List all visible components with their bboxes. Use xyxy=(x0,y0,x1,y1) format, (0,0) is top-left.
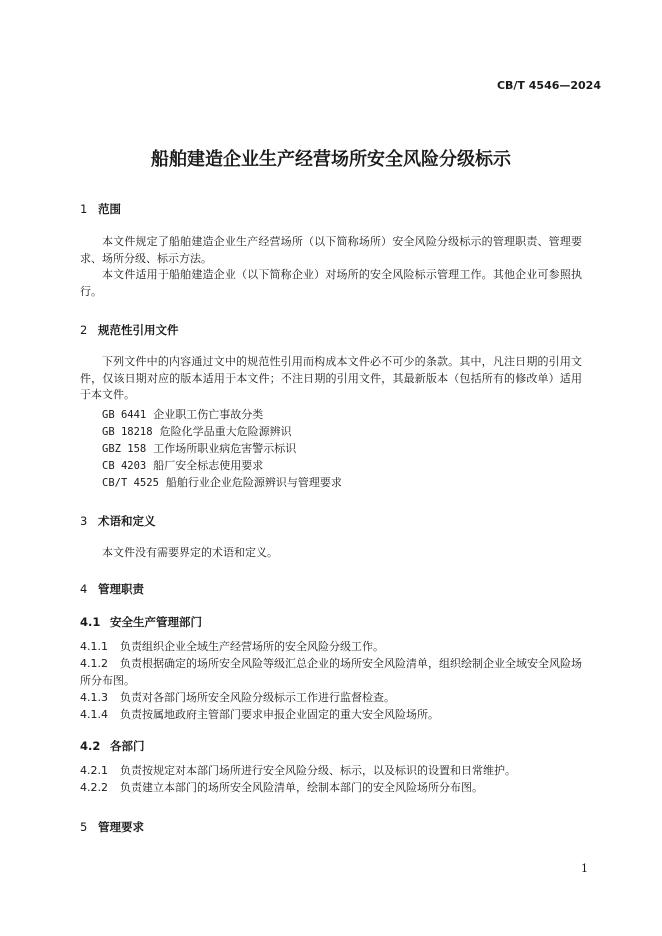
paragraph: 本文件规定了船舶建造企业生产经营场所（以下简称场所）安全风险分级标示的管理职责、管理要求、场所分级、标示方法。 xyxy=(80,235,582,265)
reference-title: 危险化学品重大危险源辨识 xyxy=(159,425,292,438)
clause-number: 4.1.2 xyxy=(80,657,108,670)
section-number: 5 xyxy=(80,820,88,834)
clause-number: 4.2.2 xyxy=(80,781,108,794)
section-title: 规范性引用文件 xyxy=(98,323,179,337)
reference-title: 工作场所职业病危害警示标识 xyxy=(153,442,297,455)
clause xyxy=(80,639,582,656)
section-4-heading xyxy=(80,581,144,597)
clause xyxy=(80,780,582,797)
section-title: 管理职责 xyxy=(98,582,144,596)
reference-title: 船舶行业企业危险源辨识与管理要求 xyxy=(165,476,342,489)
paragraph: 本文件适用于船舶建造企业（以下简称企业）对场所的安全风险标示管理工作。其他企业可参照执行。 xyxy=(80,268,582,298)
section-title: 管理要求 xyxy=(98,820,144,834)
clause xyxy=(80,763,582,780)
reference-item xyxy=(102,474,342,490)
section-5-heading xyxy=(80,819,144,835)
section-number: 2 xyxy=(80,323,88,337)
clause-number: 4.1.3 xyxy=(80,691,108,704)
section-number: 3 xyxy=(80,514,88,528)
standard-code: CB/T 4546—2024 xyxy=(496,79,601,92)
page-number: 1 xyxy=(581,862,588,875)
section-title: 范围 xyxy=(98,202,121,216)
section-2-heading xyxy=(80,322,179,338)
clause-number: 4.2.1 xyxy=(80,764,108,777)
subsection-number: 4.2 xyxy=(80,739,101,753)
clause-text: 负责根据确定的场所安全风险等级汇总企业的场所安全风险清单，组织绘制企业全域安全风险场所分布图。 xyxy=(80,657,582,687)
section-3-heading xyxy=(80,513,156,529)
subsection-title: 各部门 xyxy=(110,739,145,753)
section-1-heading xyxy=(80,201,121,217)
reference-code: GBZ 158 xyxy=(102,443,147,455)
reference-item xyxy=(102,457,263,473)
subsection-number: 4.1 xyxy=(80,615,101,629)
clause xyxy=(80,656,582,689)
subsection-4-2-heading xyxy=(80,738,145,754)
reference-code: CB 4203 xyxy=(102,460,147,472)
clause-text: 负责建立本部门的场所安全风险清单，绘制本部门的安全风险场所分布图。 xyxy=(120,781,483,794)
reference-item xyxy=(102,406,263,422)
clause-text: 负责组织企业全域生产经营场所的安全风险分级工作。 xyxy=(120,640,384,653)
section-title: 术语和定义 xyxy=(98,514,156,528)
section-number: 1 xyxy=(80,202,88,216)
clause-text: 负责按属地政府主管部门要求申报企业固定的重大安全风险场所。 xyxy=(120,708,439,721)
clause xyxy=(80,690,582,707)
paragraph: 本文件没有需要界定的术语和定义。 xyxy=(102,546,278,559)
clause xyxy=(80,707,582,724)
paragraph: 下列文件中的内容通过文中的规范性引用而构成本文件必不可少的条款。其中，凡注日期的引用文件，仅该日期对应的版本适用于本文件；不注日期的引用文件，其最新版本（包括所有的修改单）适用于本文件。 xyxy=(80,355,582,401)
document-title: 船舶建造企业生产经营场所安全风险分级标示 xyxy=(151,149,511,170)
reference-code: GB 6441 xyxy=(102,409,147,421)
reference-item xyxy=(102,423,292,439)
reference-title: 企业职工伤亡事故分类 xyxy=(153,408,264,421)
reference-code: GB 18218 xyxy=(102,426,153,438)
clause-text: 负责按规定对本部门场所进行安全风险分级、标示，以及标识的设置和日常维护。 xyxy=(120,764,516,777)
section-number: 4 xyxy=(80,582,88,596)
clause-number: 4.1.1 xyxy=(80,640,108,653)
reference-code: CB/T 4525 xyxy=(102,477,159,489)
clause-text: 负责对各部门场所安全风险分级标示工作进行监督检查。 xyxy=(120,691,395,704)
subsection-title: 安全生产管理部门 xyxy=(110,615,202,629)
reference-title: 船厂安全标志使用要求 xyxy=(153,459,264,472)
subsection-4-1-heading xyxy=(80,614,202,630)
clause-number: 4.1.4 xyxy=(80,708,108,721)
reference-item xyxy=(102,440,296,456)
